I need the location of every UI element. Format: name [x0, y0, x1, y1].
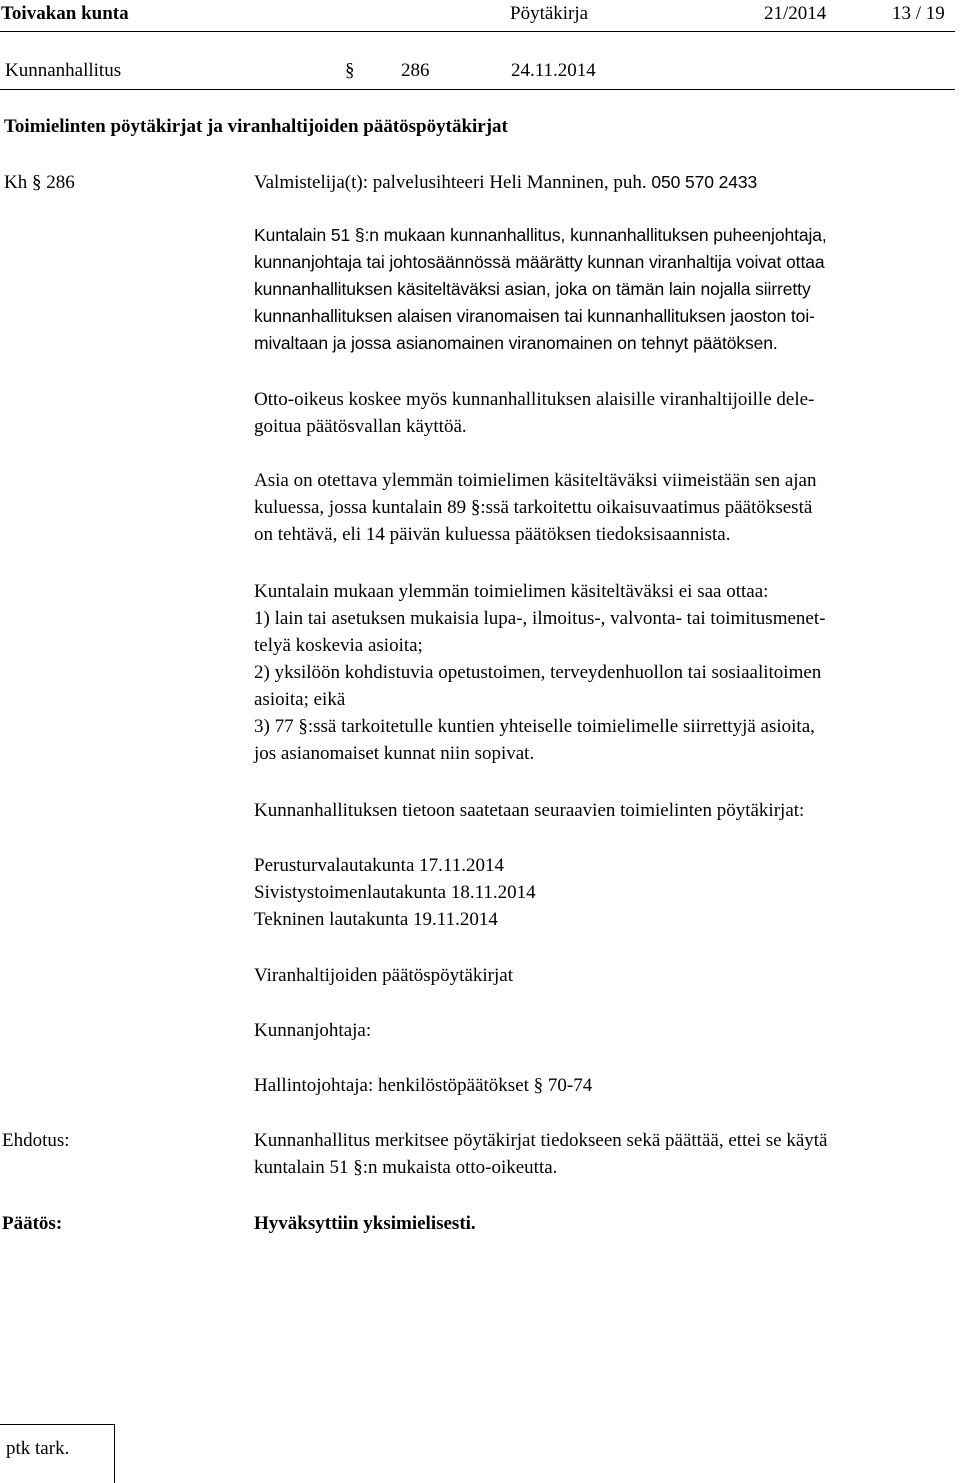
preparer-line — [254, 169, 757, 196]
text-line: kunnanhallituksen käsiteltäväksi asian, joka on tämän lain nojalla siirretty — [254, 279, 811, 299]
text-line: Asia on otettava ylemmän toimielimen käsiteltäväksi viimeistään sen ajan — [254, 470, 817, 491]
header-divider-bottom — [0, 89, 955, 90]
proposal-label: Ehdotus: — [2, 1130, 70, 1151]
text-line: Kunnanhallitus merkitsee pöytäkirjat tiedokseen sekä päättää, ettei se käytä — [254, 1130, 828, 1151]
text-line: Otto-oikeus koskee myös kunnanhallituksen alaisille viranhaltijoille dele- — [254, 389, 815, 410]
text-line: 3) 77 §:ssä tarkoitetulle kuntien yhteiselle toimielimelle siirrettyjä asioita, — [254, 716, 815, 737]
paragraph-minutes-intro: Kunnanhallituksen tietoon saatetaan seuraavien toimielinten pöytäkirjat: — [254, 800, 805, 821]
preparer-text: Valmistelija(t): palvelusihteeri Heli Manninen, puh. — [254, 172, 647, 193]
text-line: telyä koskevia asioita; — [254, 635, 423, 656]
checker-stamp-box — [0, 1424, 115, 1483]
text-line: kuntalain 51 §:n mukaista otto-oikeutta. — [254, 1157, 558, 1178]
list-item: Tekninen lautakunta 19.11.2014 — [254, 909, 498, 930]
manager-decisions: Kunnanjohtaja: — [254, 1020, 372, 1041]
paragraph-delegated-power — [254, 386, 956, 440]
paragraph-right-of-recall — [254, 222, 956, 357]
list-item: Sivistystoimenlautakunta 18.11.2014 — [254, 882, 536, 903]
section-number: 286 — [401, 60, 430, 81]
text-line: goitua päätösvallan käyttöä. — [254, 416, 467, 437]
text-line: 1) lain tai asetuksen mukaisia lupa-, ilmoitus-, valvonta- tai toimitusmenet- — [254, 608, 826, 629]
organization-name: Toivakan kunta — [1, 3, 129, 24]
text-line: asioita; eikä — [254, 689, 346, 710]
preparer-phone: 050 570 2433 — [651, 172, 758, 192]
decision-text: Hyväksyttiin yksimielisesti. — [254, 1213, 476, 1234]
checker-stamp-label: ptk tark. — [6, 1438, 70, 1459]
text-line: kunnanjohtaja tai johtosäännössä määrätty kunnan viranhaltija voivat ottaa — [254, 252, 825, 272]
list-item: Perusturvalautakunta 17.11.2014 — [254, 855, 504, 876]
text-line: jos asianomaiset kunnat niin sopivat. — [254, 743, 535, 764]
body-name: Kunnanhallitus — [5, 60, 122, 81]
officials-heading: Viranhaltijoiden päätöspöytäkirjat — [254, 965, 513, 986]
section-reference: Kh § 286 — [4, 172, 75, 193]
text-line: 2) yksilöön kohdistuvia opetustoimen, terveydenhuollon tai sosiaalitoimen — [254, 662, 822, 683]
page-number: 13 / 19 — [892, 3, 945, 24]
admin-decisions: Hallintojohtaja: henkilöstöpäätökset § 70-74 — [254, 1075, 593, 1096]
paragraph-deadline — [254, 467, 956, 548]
proposal-text — [254, 1127, 956, 1181]
meeting-date: 24.11.2014 — [511, 60, 596, 81]
decision-label: Päätös: — [2, 1213, 63, 1234]
minutes-list — [254, 852, 956, 933]
text-line: kuluessa, jossa kuntalain 89 §:ssä tarkoitettu oikaisuvaatimus päätöksestä — [254, 497, 813, 518]
section-symbol-icon: § — [345, 60, 355, 81]
text-line: on tehtävä, eli 14 päivän kuluessa päätöksen tiedoksisaannista. — [254, 524, 731, 545]
text-line: mivaltaan ja jossa asianomainen viranomainen on tehnyt päätöksen. — [254, 333, 778, 353]
text-line: Kuntalain 51 §:n mukaan kunnanhallitus, kunnanhallituksen puheenjohtaja, — [254, 225, 827, 245]
header-divider-top — [0, 31, 955, 32]
text-line: kunnanhallituksen alaisen viranomaisen tai kunnanhallituksen jaoston toi- — [254, 306, 815, 326]
document-type: Pöytäkirja — [510, 3, 589, 24]
section-title: Toimielinten pöytäkirjat ja viranhaltijoiden päätöspöytäkirjat — [4, 116, 508, 137]
document-number: 21/2014 — [764, 3, 827, 24]
paragraph-exclusions — [254, 578, 956, 767]
text-line: Kuntalain mukaan ylemmän toimielimen käsiteltäväksi ei saa ottaa: — [254, 581, 769, 602]
